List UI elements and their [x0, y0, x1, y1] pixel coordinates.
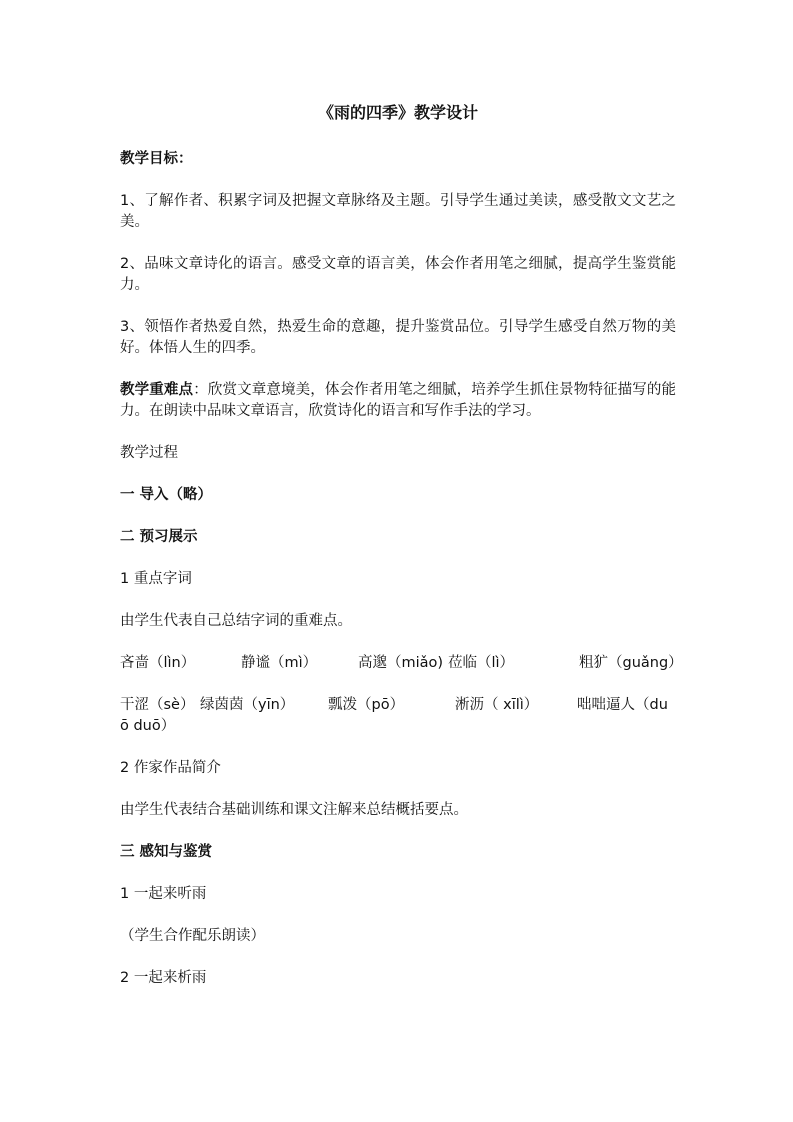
goal-item-3: 3、领悟作者热爱自然，热爱生命的意趣，提升鉴赏品位。引导学生感受自然万物的美好。体悟人生的四季。: [120, 319, 676, 356]
author-intro-instruction: 由学生代表结合基础训练和课文注解来总结概括要点。: [120, 802, 468, 818]
vocab-item: 莅临（lì）: [448, 655, 515, 671]
section-heading-appreciation: 三 感知与鉴赏: [120, 844, 213, 860]
vocab-item: 淅沥（ xīlì）: [455, 697, 539, 713]
key-words-instruction: 由学生代表自己总结字词的重难点。: [120, 613, 352, 629]
key-points-label: 教学重难点: [120, 382, 194, 398]
subheading-author-intro: 2 作家作品简介: [120, 760, 221, 776]
vocab-item: 干涩（sè）: [120, 697, 195, 713]
subheading-listen-rain: 1 一起来听雨: [120, 886, 207, 902]
document-title: 《雨的四季》教学设计: [317, 103, 478, 122]
section-heading-intro: 一 导入（略）: [120, 487, 213, 503]
vocab-item: 静谧（mì）: [241, 655, 318, 671]
section-heading-preview: 二 预习展示: [120, 529, 198, 545]
goal-item-2: 2、品味文章诗化的语言。感受文章的语言美，体会作者用笔之细腻，提高学生鉴赏能力。: [120, 256, 676, 293]
goal-item-1: 1、了解作者、积累字词及把握文章脉络及主题。引导学生通过美读，感受散文文艺之美。: [120, 193, 676, 230]
vocab-row-2-continuation: ō duō）: [120, 718, 176, 734]
process-heading: 教学过程: [120, 445, 178, 461]
subheading-key-words: 1 重点字词: [120, 571, 192, 587]
vocab-item: 粗犷（guǎng）: [579, 655, 683, 671]
vocab-item: 吝啬（lìn）: [120, 655, 196, 671]
vocab-row-2: [120, 695, 676, 716]
vocab-item: 绿茵茵（yīn）: [200, 697, 295, 713]
vocab-item: 咄咄逼人（du: [577, 697, 668, 713]
subheading-analyze-rain: 2 一起来析雨: [120, 970, 207, 986]
vocab-row-1: [120, 653, 683, 674]
key-points-paragraph: [120, 380, 676, 422]
goals-heading: 教学目标：: [120, 151, 193, 167]
key-points-text: ：欣赏文章意境美，体会作者用笔之细腻，培养学生抓住景物特征描写的能力。在朗读中品味文章语言，欣赏诗化的语言和写作手法的学习。: [120, 382, 677, 419]
document-body: [120, 102, 683, 1010]
vocab-item: 瓢泼（pō）: [328, 697, 405, 713]
vocab-item: 高邈（miǎo): [358, 655, 444, 671]
listen-rain-note: （学生合作配乐朗读）: [120, 928, 265, 944]
